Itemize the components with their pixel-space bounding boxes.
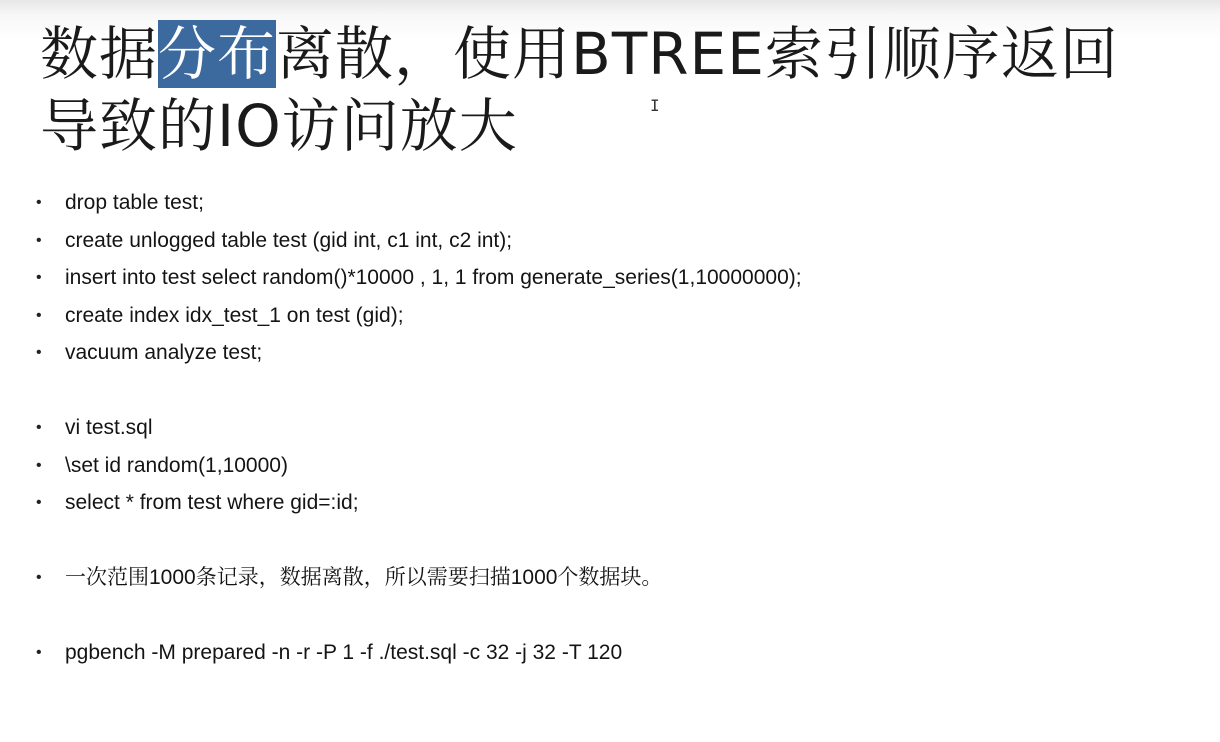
bullet-icon: •: [36, 456, 42, 474]
list-item-text: vi test.sql: [65, 416, 153, 439]
title-text-part-1: 数据: [40, 20, 159, 88]
title-text-part-2: 离散，使用BTREE索引顺序返回: [276, 20, 1119, 88]
list-item: [36, 447, 802, 485]
bullet-list: [36, 184, 802, 672]
bullet-icon: •: [36, 194, 42, 211]
list-item-text: select * from test where gid=:id;: [65, 491, 359, 514]
bullet-icon: •: [36, 231, 42, 249]
bullet-icon: •: [36, 419, 42, 436]
bullet-icon: •: [36, 644, 42, 661]
list-item: [36, 184, 802, 222]
list-item-text: vacuum analyze test;: [65, 341, 263, 364]
list-item: [36, 334, 802, 372]
bullet-icon: •: [36, 269, 42, 286]
list-item-text: \set id random(1,10000): [65, 453, 288, 477]
list-item-text: 一次范围1000条记录，数据离散，所以需要扫描1000个数据块。: [65, 566, 663, 589]
list-item-text: create index idx_test_1 on test (gid);: [65, 303, 404, 327]
list-item-text: drop table test;: [65, 191, 204, 214]
list-item: [36, 297, 802, 335]
list-item: [36, 259, 802, 297]
list-item: [36, 634, 802, 672]
list-item: [36, 409, 802, 447]
list-item: [36, 484, 802, 522]
list-item-text: insert into test select random()*10000 , 1, 1 from generate_series(1,10000000);: [65, 266, 802, 289]
bullet-icon: •: [36, 306, 42, 324]
list-item-text: create unlogged table test (gid int, c1 int, c2 int);: [65, 228, 513, 252]
list-item: [36, 222, 802, 260]
list-item-text: pgbench -M prepared -n -r -P 1 -f ./test.sql -c 32 -j 32 -T 120: [65, 641, 623, 664]
list-spacer: [36, 522, 802, 560]
bullet-icon: •: [36, 344, 42, 361]
list-spacer: [36, 597, 802, 635]
text-cursor-icon: I: [650, 96, 660, 115]
list-spacer: [36, 372, 802, 410]
list-item: [36, 559, 802, 597]
slide-title: [40, 18, 1200, 162]
title-line-1: [40, 18, 1200, 90]
title-line-2: 导致的IO访问放大: [40, 92, 518, 160]
title-selected-text[interactable]: 分布: [158, 20, 277, 88]
bullet-icon: •: [36, 494, 42, 511]
bullet-icon: •: [36, 569, 42, 586]
